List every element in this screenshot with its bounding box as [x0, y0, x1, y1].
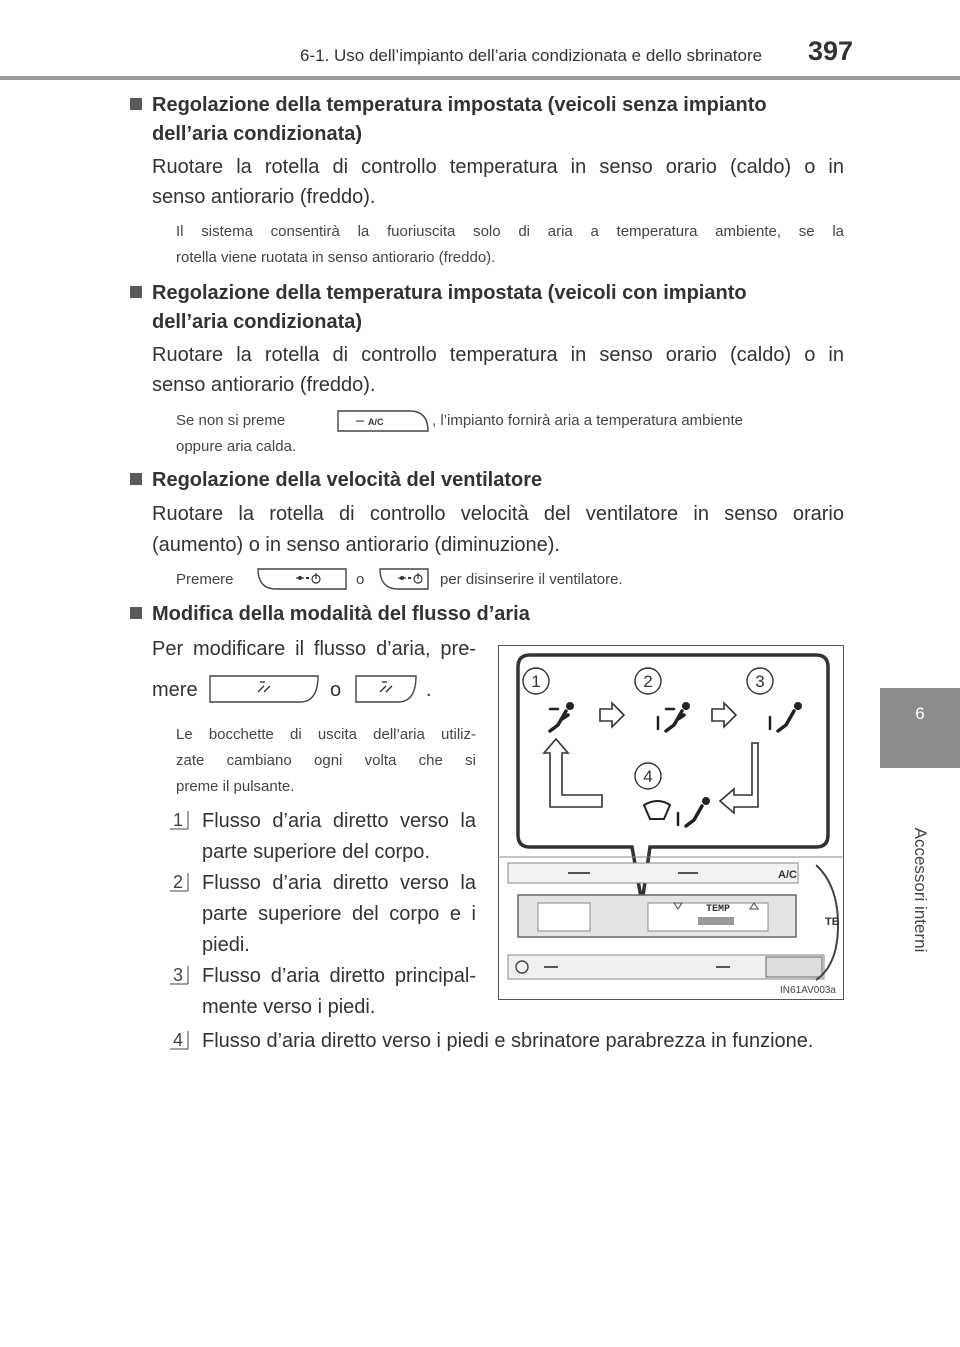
section-heading: Regolazione della velocità del ventilatore: [130, 464, 542, 497]
page-number: 397: [808, 36, 854, 66]
fan-off-button-icon-small: [378, 567, 430, 591]
note-text: per disinserire il ventilatore.: [440, 571, 623, 588]
body-text: Ruotare la rotella di controllo temperatura in senso orario (caldo) o in: [152, 156, 844, 178]
body-text: o: [330, 679, 342, 701]
list-item-text: Flusso d’aria diretto verso i piedi e sbrinatore parabrezza in funzione.: [202, 1030, 814, 1052]
chapter-tab-label: Accessori interni: [911, 827, 930, 953]
chapter-tab-number: 6: [880, 688, 960, 768]
list-item-text: Flusso d’aria diretto verso la: [202, 872, 476, 894]
note-text: Il sistema consentirà la fuoriuscita solo di aria a temperatura ambiente, se la: [176, 223, 844, 240]
svg-text:3: 3: [173, 965, 184, 985]
panel-ac-label: A/C: [778, 869, 797, 881]
list-item-text: Flusso d’aria diretto verso la: [202, 810, 476, 832]
body-text: mere: [152, 679, 198, 701]
square-bullet-icon: [130, 286, 142, 298]
panel-temp-label: TEMP: [706, 904, 731, 915]
list-item-text: Flusso d’aria diretto principal-: [202, 965, 476, 987]
svg-text:2: 2: [173, 872, 184, 892]
svg-text:4: 4: [173, 1030, 184, 1050]
square-bullet-icon: [130, 607, 142, 619]
airflow-mode-button-icon-small: [354, 674, 418, 704]
fan-off-button-icon: [256, 567, 348, 591]
list-number-badge: [170, 1028, 190, 1050]
note-text: rotella viene ruotata in senso antiorario (freddo).: [176, 249, 496, 266]
section-heading: Regolazione della temperatura impostata (veicoli con impianto: [130, 277, 747, 310]
list-number-badge: [170, 963, 190, 985]
body-text: senso antiorario (freddo).: [152, 186, 376, 208]
list-number-badge: [170, 870, 190, 892]
airflow-mode-button-icon: [208, 674, 320, 704]
callout-2-label: 2: [643, 672, 653, 691]
climate-control-panel: [498, 857, 844, 980]
ac-button-label: A/C: [368, 417, 384, 427]
ac-button-icon: [336, 409, 430, 433]
callout-1-label: 1: [531, 672, 541, 691]
note-text: oppure aria calda.: [176, 438, 297, 455]
section-heading: Regolazione della temperatura impostata (veicoli senza impianto: [130, 89, 767, 122]
list-number-badge: [170, 808, 190, 830]
note-text: o: [356, 571, 365, 588]
figure-code: IN61AV003a: [780, 985, 836, 996]
note-text: zate cambiano ogni volta che si: [176, 752, 476, 769]
body-text: Per modificare il flusso d’aria, pre-: [152, 638, 476, 660]
list-item-text: mente verso i piedi.: [202, 996, 376, 1018]
section-heading-cont: dell’aria condizionata): [152, 311, 363, 333]
panel-dial-label: TE: [825, 916, 840, 928]
note-text: Le bocchette di uscita dell’aria utiliz-: [176, 726, 476, 743]
section-heading: Modifica della modalità del flusso d’aria: [130, 598, 530, 631]
header-rule: [0, 76, 960, 80]
note-text: preme il pulsante.: [176, 778, 295, 795]
square-bullet-icon: [130, 473, 142, 485]
note-text: Premere: [176, 571, 234, 588]
callout-3-label: 3: [755, 672, 765, 691]
running-header-title: 6-1. Uso dell’impianto dell’aria condizionata e dello sbrinatore: [300, 46, 763, 65]
body-text: Ruotare la rotella di controllo velocità del ventilatore in senso orario: [152, 503, 844, 525]
airflow-mode-figure: [498, 645, 844, 1000]
svg-text:1: 1: [173, 810, 184, 830]
section-heading-cont: dell’aria condizionata): [152, 123, 363, 145]
body-text: senso antiorario (freddo).: [152, 374, 376, 396]
body-text: (aumento) o in senso antiorario (diminuzione).: [152, 534, 560, 556]
list-item-text: parte superiore del corpo.: [202, 841, 430, 863]
square-bullet-icon: [130, 98, 142, 110]
body-text: Ruotare la rotella di controllo temperatura in senso orario (caldo) o in: [152, 344, 844, 366]
body-text: .: [426, 679, 432, 701]
list-item-text: parte superiore del corpo e i: [202, 903, 476, 925]
callout-4-label: 4: [643, 767, 653, 786]
list-item-text: piedi.: [202, 934, 250, 956]
note-text: Se non si preme: [176, 412, 286, 429]
note-text: , l’impianto fornirà aria a temperatura ambiente: [432, 412, 743, 429]
